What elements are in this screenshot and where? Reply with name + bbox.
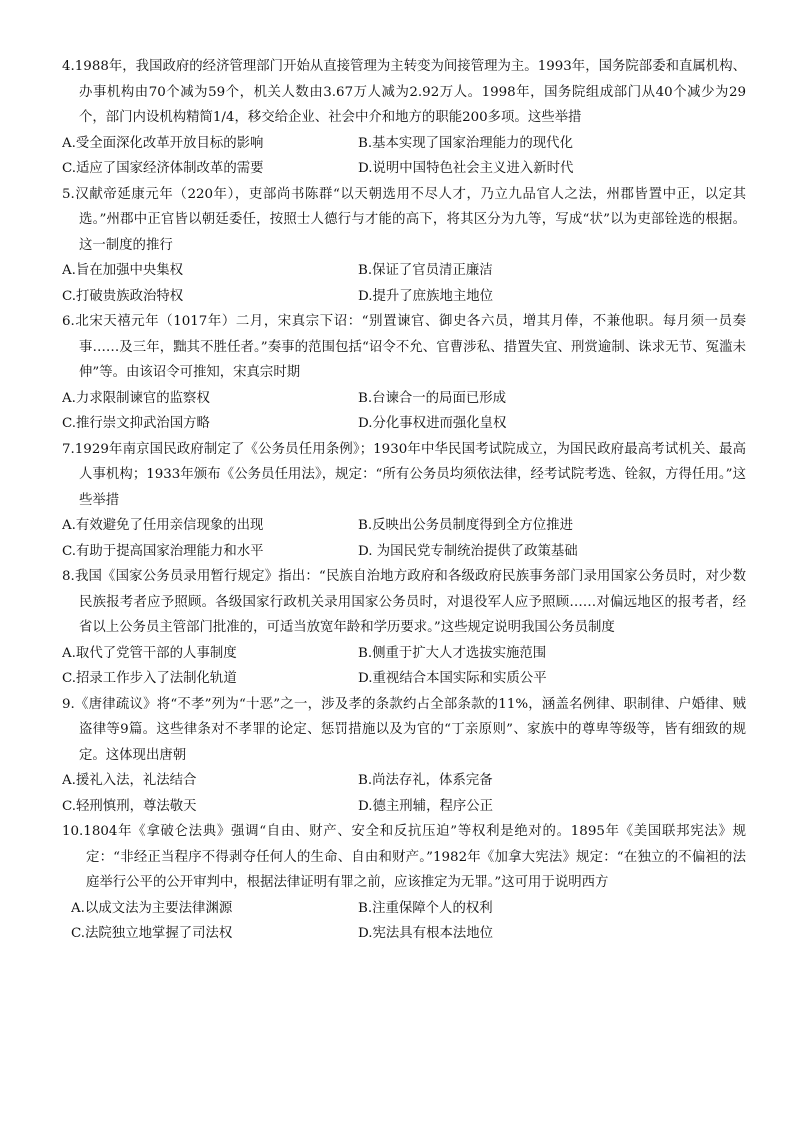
- option-grid: [62, 768, 746, 819]
- option-grid: [62, 641, 746, 692]
- question-list: [62, 54, 746, 947]
- option-a[interactable]: A.以成文法为主要法律渊源: [71, 900, 233, 916]
- option-grid: [62, 513, 746, 564]
- question-stem: 6.北宋天禧元年（1017年）二月，宋真宗下诏：“别置谏官、御史各六员，增其月俸，不兼他职。每月须一员奏事……及三年，黜其不胜任者。”奏事的范围包括“诏令不允、官曹涉私、措置失宜、刑赏逾制、诛求无节、冤滥未伸”等。由该诏令可推知，宋真宗时期: [62, 314, 746, 380]
- option-d[interactable]: D.分化事权进而强化皇权: [358, 416, 507, 431]
- question-stem: 5.汉献帝延康元年（220年），吏部尚书陈群“以天朝选用不尽人才，乃立九品官人之法，州郡皆置中正，以定其选。”州郡中正官皆以朝廷委任，按照士人德行与才能的高下，将其区分为九等，写成“状”以为吏部铨选的根据。这一制度的推行: [62, 186, 746, 253]
- option-grid: [62, 896, 746, 947]
- option-d[interactable]: D.宪法具有根本法地位: [358, 926, 494, 941]
- question-stem: 9.《唐律疏议》将“不孝”列为“十恶”之一，涉及孝的条款约占全部条款的11%，涵盖名例律、职制律、户婚律、贼盗律等9篇。这些律条对不孝罪的论定、惩罚措施以及为官的“丁亲原则”、家族中的尊卑等级等，皆有细致的规定。这体现出唐朝: [62, 696, 746, 763]
- option-a[interactable]: A.受全面深化改革开放目标的影响: [62, 135, 264, 151]
- option-c[interactable]: C.法院独立地掌握了司法权: [71, 926, 233, 941]
- option-a[interactable]: A.力求限制谏官的监察权: [62, 390, 210, 406]
- question-8: [62, 564, 746, 692]
- question-stem: 10.1804年《拿破仑法典》强调“自由、财产、安全和反抗压迫”等权利是绝对的。1895年《美国联邦宪法》规定：“非经正当程序不得剥夺任何人的生命、自由和财产。”1982年《加拿大宪法》规定：“在独立的不偏袒的法庭举行公平的公开审判中，根据法律证明有罪之前，应该推定为无罪。”这可用于说明西方: [62, 824, 746, 890]
- option-a[interactable]: A.援礼入法，礼法结合: [62, 773, 197, 788]
- option-a[interactable]: A.取代了党管干部的人事制度: [62, 645, 237, 661]
- option-grid: [62, 131, 746, 182]
- option-b[interactable]: B.侧重于扩大人才选拔实施范围: [358, 645, 547, 661]
- option-c[interactable]: C.招录工作步入了法制化轨道: [62, 671, 237, 686]
- question-stem: 8.我国《国家公务员录用暂行规定》指出：“民族自治地方政府和各级政府民族事务部门录用国家公务员时，对少数民族报考者应予照顾。各级国家行政机关录用国家公务员时，对退役军人应予照顾……对偏远地区的报考者，经省以上公务员主管部门批准的，可适当放宽年龄和学历要求。”这些规定说明我国公务员制度: [62, 569, 746, 635]
- question-9: [62, 692, 746, 820]
- option-c[interactable]: C.打破贵族政治特权: [62, 288, 184, 304]
- option-d[interactable]: D.德主刑辅，程序公正: [358, 798, 494, 814]
- question-6: [62, 309, 746, 437]
- option-b[interactable]: B.保证了官员清正廉洁: [358, 263, 493, 278]
- option-b[interactable]: B.台谏合一的局面已形成: [358, 390, 507, 406]
- option-c[interactable]: C.轻刑慎刑，尊法敬天: [62, 798, 197, 814]
- question-7: [62, 437, 746, 565]
- option-d[interactable]: D. 为国民党专制统治提供了政策基础: [358, 543, 578, 559]
- option-b[interactable]: B.注重保障个人的权利: [358, 900, 493, 916]
- question-stem: 4.1988年，我国政府的经济管理部门开始从直接管理为主转变为间接管理为主。1993年，国务院部委和直属机构、办事机构由70个减为59个，机关人数由3.67万人减为2.92万人。1998年，国务院组成部门从40个减少为29个，部门内设机构精简1/4，移交给企业、社会中介和地方的职能200多项。这些举措: [62, 59, 746, 125]
- option-c[interactable]: C.推行崇文抑武治国方略: [62, 416, 210, 431]
- option-a[interactable]: A.旨在加强中央集权: [62, 263, 184, 278]
- option-c[interactable]: C.适应了国家经济体制改革的需要: [62, 161, 264, 176]
- question-4: [62, 54, 746, 182]
- option-d[interactable]: D.说明中国特色社会主义进入新时代: [358, 161, 574, 176]
- option-a[interactable]: A.有效避免了任用亲信现象的出现: [62, 518, 264, 533]
- option-d[interactable]: D.提升了庶族地主地位: [358, 288, 494, 304]
- question-5: [62, 182, 746, 310]
- option-b[interactable]: B.反映出公务员制度得到全方位推进: [358, 518, 573, 533]
- option-grid: [62, 258, 746, 309]
- option-d[interactable]: D.重视结合本国实际和实质公平: [358, 671, 547, 686]
- question-stem: 7.1929年南京国民政府制定了《公务员任用条例》；1930年中华民国考试院成立，为国民政府最高考试机关、最高人事机构；1933年颁布《公务员任用法》，规定：“所有公务员均须依法律，经考试院考选、铨叙，方得任用。”这些举措: [62, 441, 746, 508]
- question-10: [62, 819, 746, 947]
- option-b[interactable]: B.尚法存礼，体系完备: [358, 773, 493, 788]
- option-b[interactable]: B.基本实现了国家治理能力的现代化: [358, 135, 573, 151]
- option-grid: [62, 386, 746, 437]
- option-c[interactable]: C.有助于提高国家治理能力和水平: [62, 543, 264, 559]
